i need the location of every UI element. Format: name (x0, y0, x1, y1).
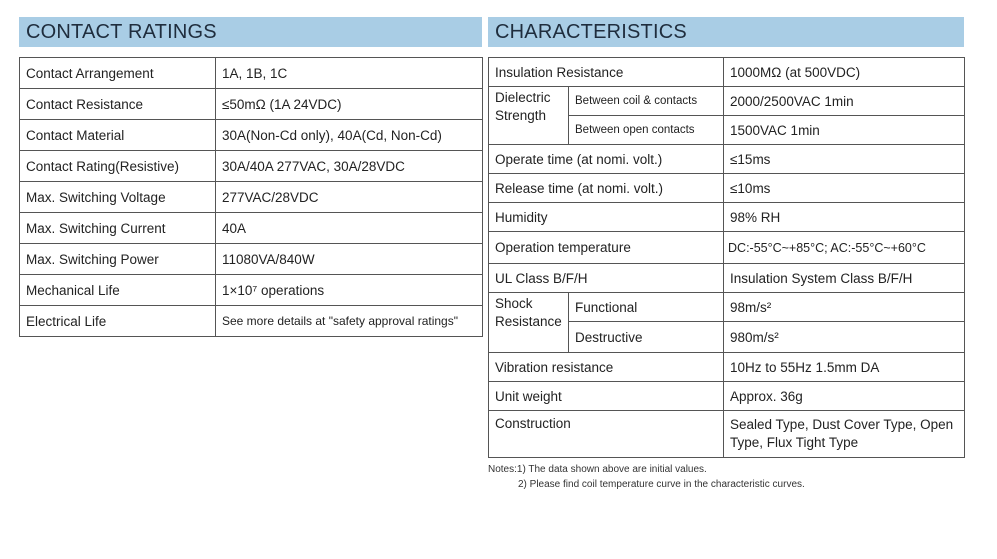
unit-weight-value: Approx. 36g (724, 382, 965, 411)
contact-rating-label: Max. Switching Power (20, 244, 216, 275)
characteristics-panel (488, 17, 964, 458)
operate-time-value: ≤15ms (724, 145, 965, 174)
dielectric-open-contacts-label: Between open contacts (569, 116, 724, 145)
construction-label: Construction (489, 411, 724, 458)
table-row (20, 306, 483, 337)
table-row (489, 203, 965, 232)
table-row (489, 145, 965, 174)
humidity-label: Humidity (489, 203, 724, 232)
dielectric-strength-label: Dielectric Strength (489, 87, 569, 145)
table-row (20, 58, 483, 89)
contact-rating-value: See more details at "safety approval ratings" (216, 306, 483, 337)
characteristics-title: CHARACTERISTICS (488, 17, 964, 47)
note-2: 2) Please find coil temperature curve in the characteristic curves. (518, 479, 805, 490)
contact-rating-label: Contact Material (20, 120, 216, 151)
contact-ratings-title: CONTACT RATINGS (19, 17, 482, 47)
contact-rating-label: Mechanical Life (20, 275, 216, 306)
insulation-resistance-value: 1000MΩ (at 500VDC) (724, 58, 965, 87)
note-1: Notes:1) The data shown above are initial values. (488, 464, 707, 475)
contact-ratings-table (19, 57, 483, 337)
ul-class-value: Insulation System Class B/F/H (724, 264, 965, 293)
table-row (20, 275, 483, 306)
table-row (489, 411, 965, 458)
unit-weight-label: Unit weight (489, 382, 724, 411)
table-row (489, 264, 965, 293)
contact-rating-label: Max. Switching Current (20, 213, 216, 244)
contact-rating-label: Max. Switching Voltage (20, 182, 216, 213)
construction-value: Sealed Type, Dust Cover Type, Open Type, Flux Tight Type (724, 411, 965, 458)
contact-rating-value: 11080VA/840W (216, 244, 483, 275)
characteristics-table (488, 57, 965, 458)
table-row (489, 293, 965, 322)
table-row (489, 232, 965, 264)
contact-rating-value: 30A/40A 277VAC, 30A/28VDC (216, 151, 483, 182)
shock-destructive-label: Destructive (569, 322, 724, 353)
shock-resistance-label: Shock Resistance (489, 293, 569, 353)
contact-rating-value: 30A(Non-Cd only), 40A(Cd, Non-Cd) (216, 120, 483, 151)
table-row (20, 182, 483, 213)
table-row (20, 89, 483, 120)
table-row (489, 353, 965, 382)
shock-functional-label: Functional (569, 293, 724, 322)
operation-temperature-value: DC:-55°C~+85°C; AC:-55°C~+60°C (724, 232, 965, 264)
release-time-value: ≤10ms (724, 174, 965, 203)
table-row (489, 87, 965, 116)
table-row (489, 382, 965, 411)
insulation-resistance-label: Insulation Resistance (489, 58, 724, 87)
contact-rating-value: 40A (216, 213, 483, 244)
dielectric-coil-contacts-label: Between coil & contacts (569, 87, 724, 116)
contact-rating-value: 277VAC/28VDC (216, 182, 483, 213)
table-row (20, 120, 483, 151)
table-row (20, 213, 483, 244)
notes (488, 462, 805, 492)
contact-ratings-panel (19, 17, 482, 337)
contact-rating-value: ≤50mΩ (1A 24VDC) (216, 89, 483, 120)
vibration-resistance-value: 10Hz to 55Hz 1.5mm DA (724, 353, 965, 382)
contact-rating-value: 1×10⁷ operations (216, 275, 483, 306)
contact-rating-label: Electrical Life (20, 306, 216, 337)
humidity-value: 98% RH (724, 203, 965, 232)
contact-rating-label: Contact Resistance (20, 89, 216, 120)
operation-temperature-label: Operation temperature (489, 232, 724, 264)
shock-functional-value: 98m/s² (724, 293, 965, 322)
table-row (20, 244, 483, 275)
dielectric-open-contacts-value: 1500VAC 1min (724, 116, 965, 145)
ul-class-label: UL Class B/F/H (489, 264, 724, 293)
table-row (20, 151, 483, 182)
contact-rating-label: Contact Rating(Resistive) (20, 151, 216, 182)
contact-rating-label: Contact Arrangement (20, 58, 216, 89)
dielectric-coil-contacts-value: 2000/2500VAC 1min (724, 87, 965, 116)
vibration-resistance-label: Vibration resistance (489, 353, 724, 382)
operate-time-label: Operate time (at nomi. volt.) (489, 145, 724, 174)
shock-destructive-value: 980m/s² (724, 322, 965, 353)
table-row (489, 174, 965, 203)
release-time-label: Release time (at nomi. volt.) (489, 174, 724, 203)
contact-rating-value: 1A, 1B, 1C (216, 58, 483, 89)
table-row (489, 58, 965, 87)
